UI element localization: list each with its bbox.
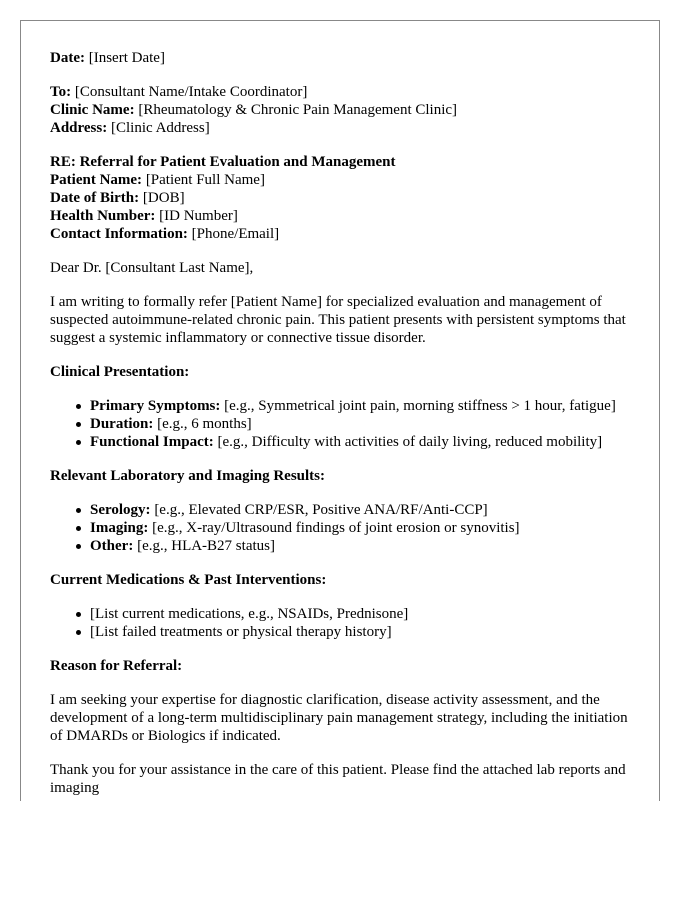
re-heading: RE: Referral for Patient Evaluation and Management — [50, 154, 396, 170]
list-item — [90, 537, 634, 555]
list-item-text: [e.g., Symmetrical joint pain, morning stiffness > 1 hour, fatigue] — [220, 398, 616, 414]
list-item: [List failed treatments or physical therapy history] — [90, 623, 634, 641]
lab-list — [50, 501, 634, 555]
date-block — [50, 49, 634, 67]
list-item-text: [e.g., Elevated CRP/ESR, Positive ANA/RF/Anti-CCP] — [150, 502, 488, 518]
clinical-list — [50, 397, 634, 451]
list-item — [90, 501, 634, 519]
contact-label: Contact Information: — [50, 226, 188, 242]
list-item: [List current medications, e.g., NSAIDs, Prednisone] — [90, 605, 634, 623]
dob-line — [50, 189, 634, 207]
address-label: Address: — [50, 120, 108, 136]
contact-line — [50, 225, 634, 243]
lab-heading: Relevant Laboratory and Imaging Results: — [50, 468, 326, 484]
list-item-label: Functional Impact: — [90, 434, 214, 450]
clinic-line — [50, 101, 634, 119]
list-item-label: Imaging: — [90, 520, 149, 536]
dob-label: Date of Birth: — [50, 190, 140, 206]
closing-paragraph: Thank you for your assistance in the care of this patient. Please find the attached lab reports and imaging — [50, 762, 626, 796]
date-line — [50, 49, 634, 67]
to-line — [50, 83, 634, 101]
reason-heading: Reason for Referral: — [50, 658, 183, 674]
list-item — [90, 415, 634, 433]
letter-page — [20, 20, 660, 801]
meds-list — [50, 605, 634, 641]
contact-value: [Phone/Email] — [187, 226, 280, 242]
clinic-value: [Rheumatology & Chronic Pain Management Clinic] — [134, 102, 458, 118]
clinical-heading: Clinical Presentation: — [50, 364, 190, 380]
dob-value: [DOB] — [139, 190, 185, 206]
list-item-text: [e.g., HLA-B27 status] — [133, 538, 275, 554]
clinic-label: Clinic Name: — [50, 102, 135, 118]
recipient-block — [50, 83, 634, 137]
salutation: Dear Dr. [Consultant Last Name], — [50, 260, 254, 276]
to-label: To: — [50, 84, 72, 100]
list-item-label: Primary Symptoms: — [90, 398, 221, 414]
address-line — [50, 119, 634, 137]
reason-paragraph: I am seeking your expertise for diagnostic clarification, disease activity assessment, and the development of a long-term multidisciplinary pain management strategy, including the initiation of DMARDs or Biologics if indicated. — [50, 692, 628, 744]
date-label: Date: — [50, 50, 85, 66]
patient-name-label: Patient Name: — [50, 172, 143, 188]
re-line — [50, 153, 634, 171]
list-item — [90, 519, 634, 537]
list-item — [90, 433, 634, 451]
list-item-text: [e.g., Difficulty with activities of daily living, reduced mobility] — [213, 434, 603, 450]
date-value: [Insert Date] — [84, 50, 165, 66]
list-item-text: [e.g., 6 months] — [153, 416, 252, 432]
list-item — [90, 397, 634, 415]
patient-name-line — [50, 171, 634, 189]
address-value: [Clinic Address] — [107, 120, 210, 136]
intro-paragraph: I am writing to formally refer [Patient Name] for specialized evaluation and management of suspected autoimmune-related chronic pain. This patient presents with persistent symptoms that suggest a systemic inflammatory or connective tissue disorder. — [50, 294, 626, 346]
list-item-label: Other: — [90, 538, 134, 554]
list-item-label: Duration: — [90, 416, 154, 432]
letter-content — [50, 49, 634, 801]
health-number-label: Health Number: — [50, 208, 156, 224]
list-item-label: Serology: — [90, 502, 151, 518]
to-value: [Consultant Name/Intake Coordinator] — [71, 84, 308, 100]
patient-name-value: [Patient Full Name] — [142, 172, 265, 188]
health-number-value: [ID Number] — [155, 208, 238, 224]
health-number-line — [50, 207, 634, 225]
patient-block — [50, 153, 634, 243]
list-item-text: [e.g., X-ray/Ultrasound findings of joint erosion or synovitis] — [148, 520, 520, 536]
meds-heading: Current Medications & Past Interventions: — [50, 572, 327, 588]
